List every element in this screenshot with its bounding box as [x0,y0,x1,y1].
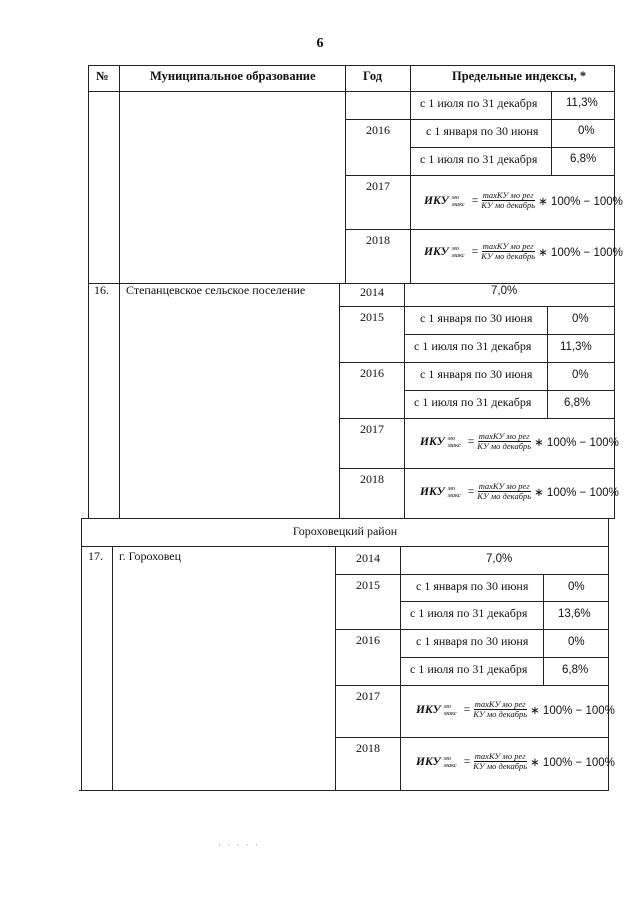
district-heading: Гороховецкий район [292,524,398,538]
entry16-name: Степанцевское сельское поселение [126,283,306,297]
entry17-2016-value-h2: 6,8% [562,664,589,676]
entry17-2017-formula: ИКУ мо макс = $\frac{\text{maxKУ мо рег}}{\text{KУ мо декабрь}}$ ∗ 100% − 100% [416,699,615,719]
entry16-2016-value-h2: 6,8% [564,397,591,409]
continued-period-h2: с 1 июля по 31 декабря [420,96,538,110]
entry17-year-2017: 2017 [356,689,380,703]
entry17-2016-period-h2: с 1 июля по 31 декабря [410,662,528,676]
page-number: 6 [316,36,324,51]
header-number: № [96,69,109,83]
continued-year-2016: 2016 [366,123,390,137]
continued-2016-value-h1: 0% [578,125,595,137]
entry17-number: 17. [88,549,103,563]
header-indices: Предельные индексы, * [452,69,587,83]
continued-2017-formula: ИКУ мо макс = $\frac{\text{maxKУ мо рег}}{\text{KУ мо декабрь}}$ ∗ 100% − 100% [424,190,623,210]
header-year: Год [363,69,383,83]
entry16-year-2016: 2016 [360,366,384,380]
entry17-2015-period-h1: с 1 января по 30 июня [416,579,529,593]
entry16-2018-formula: ИКУ мо макс = $\frac{\text{maxKУ мо рег}}{\text{KУ мо декабрь}}$ ∗ 100% − 100% [420,481,619,501]
entry16-2015-value-h2: 11,3% [560,341,592,353]
entry17-2016-period-h1: с 1 января по 30 июня [416,634,529,648]
entry17-name: г. Гороховец [119,549,182,563]
entry16-2016-period-h1: с 1 января по 30 июня [420,367,533,381]
entry16-2016-period-h2: с 1 июля по 31 декабря [414,395,532,409]
entry17-year-2018: 2018 [356,741,380,755]
entry16-year-2014: 2014 [360,285,384,299]
continued-value: 11,3% [566,97,598,109]
entry17-2015-value-h1: 0% [568,581,585,593]
entry17-2015-value-h2: 13,6% [558,608,591,620]
entry16-2014-value: 7,0% [491,285,518,297]
entry16-2015-period-h1: с 1 января по 30 июня [420,311,533,325]
continued-2016-value-h2: 6,8% [570,153,597,165]
continued-year-2018: 2018 [366,233,390,247]
entry16-2016-value-h1: 0% [572,369,589,381]
entry16-year-2017: 2017 [360,422,384,436]
scan-artifact: · · · · · [218,840,260,850]
continued-2016-period-h1: с 1 января по 30 июня [426,124,539,138]
entry16-year-2018: 2018 [360,472,384,486]
continued-year-2017: 2017 [366,179,390,193]
entry17-2016-value-h1: 0% [568,636,585,648]
entry17-2014-value: 7,0% [486,553,513,565]
continued-2016-period-h2: с 1 июля по 31 декабря [420,152,538,166]
entry17-2015-period-h2: с 1 июля по 31 декабря [410,606,528,620]
entry16-number: 16. [94,283,109,297]
entry16-2017-formula: ИКУ мо макс = $\frac{\text{maxKУ мо рег}}{\text{KУ мо декабрь}}$ ∗ 100% − 100% [420,431,619,451]
header-municipality: Муниципальное образование [150,69,316,83]
entry17-year-2015: 2015 [356,578,380,592]
entry16-year-2015: 2015 [360,310,384,324]
entry17-year-2014: 2014 [356,551,380,565]
continued-2018-formula: ИКУ мо макс = $\frac{\text{maxKУ мо рег}}{\text{KУ мо декабрь}}$ ∗ 100% − 100% [424,241,623,261]
entry17-2018-formula: ИКУ мо макс = $\frac{\text{maxKУ мо рег}}{\text{KУ мо декабрь}}$ ∗ 100% − 100% [416,751,615,771]
entry16-2015-value-h1: 0% [572,313,589,325]
entry17-year-2016: 2016 [356,633,380,647]
entry16-2015-period-h2: с 1 июля по 31 декабря [414,339,532,353]
